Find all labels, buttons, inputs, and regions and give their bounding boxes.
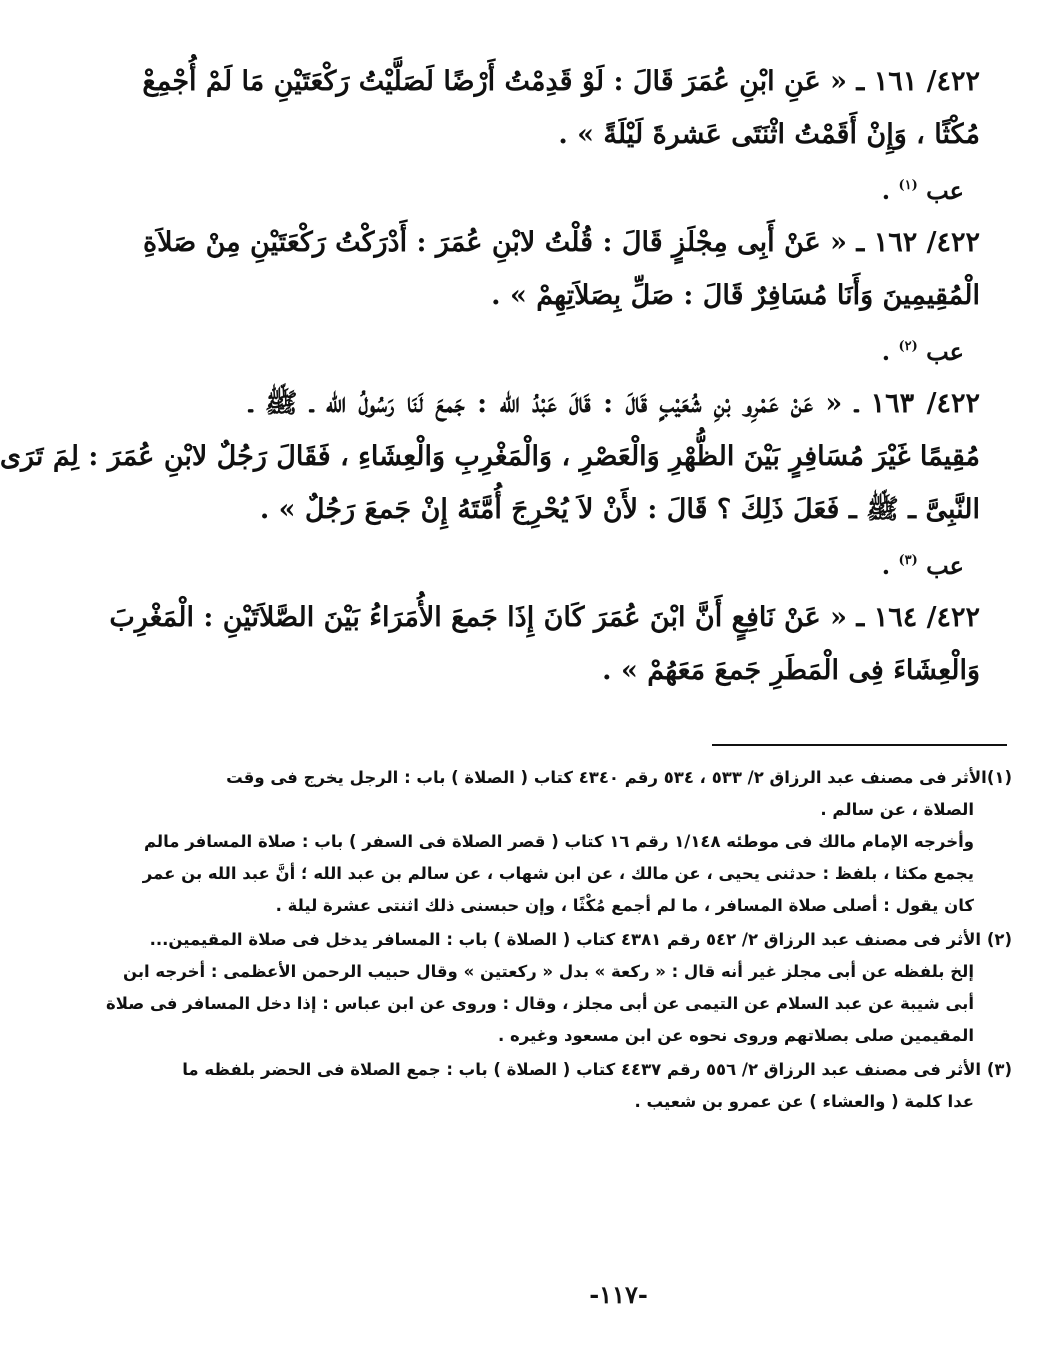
hadith-line: وَالْعِشَاءَ فِى الْمَطَرِ جَمعَ مَعَهُمْ » . <box>602 655 980 686</box>
hadith-line: ٤٢٢/ ١٦٣ ـ « عَنْ عَمْرِو بْنِ شُعَيْبٍ قَالَ : قَالَ عَبْدُ الله : جَمعَ لَنَا رَسُولُ الله ـ ﷺ ـ <box>249 388 980 419</box>
main-text <box>0 55 980 697</box>
footnote-line: (١)الأثر فى مصنف عبد الرزاق ٢/ ٥٣٣ ، ٥٣٤ رقم ٤٣٤٠ كتاب ( الصلاة ) باب : الرجل يخرج فى وقت <box>226 768 1012 787</box>
hadith-line: مُكْثًا ، وَإِنْ أَقَمْتُ اثْنَتَى عَشرةَ لَيْلَةً » . <box>558 119 980 150</box>
footnote-ref[interactable]: (٣) <box>898 553 918 568</box>
footnotes <box>105 762 1012 1118</box>
footnote-line: (٣) الأثر فى مصنف عبد الرزاق ٢/ ٥٥٦ رقم ٤٤٣٧ كتاب ( الصلاة ) باب : جمع الصلاة فى الحضر بلفظه ما <box>182 1060 1012 1079</box>
hadith-164 <box>109 591 980 697</box>
footnote-line: المقيمين صلى بصلاتهم وروى نحوه عن ابن مسعود وغيره . <box>497 1026 974 1045</box>
hadith-162 <box>142 216 980 377</box>
footnote-separator <box>712 744 1007 746</box>
source-abbrev: عب <box>926 337 964 366</box>
source-abbrev: عب <box>926 551 964 580</box>
footnote-line: عدا كلمة ( والعشاء ) عن عمرو بن شعيب . <box>634 1092 974 1111</box>
hadith-line: ٤٢٢/ ١٦٤ ـ « عَنْ نَافِعٍ أَنَّ ابْنَ عُمَرَ كَانَ إِذَا جَمعَ الأُمَرَاءُ بَيْنَ الصَّلاَتَيْنِ : الْمَغْرِبَ <box>109 602 980 633</box>
source-attribution: عب $^{(٢)}$ . <box>881 337 964 366</box>
footnote-ref[interactable]: (١) <box>898 178 918 193</box>
footnote-line: (٢) الأثر فى مصنف عبد الرزاق ٢/ ٥٤٢ رقم ٤٣٨١ كتاب ( الصلاة ) باب : المسافر يدخل فى صلاة المقيمين... <box>149 930 1012 949</box>
footnote-ref[interactable]: (٢) <box>898 339 918 354</box>
source-abbrev: عب <box>926 176 964 205</box>
hadith-161 <box>142 55 980 216</box>
hadith-line: ٤٢٢/ ١٦١ ـ « عَنِ ابْنِ عُمَرَ قَالَ : لَوْ قَدِمْتُ أَرْضًا لَصَلَّيْتُ رَكْعَتَيْنِ مَا لَمْ أُجْمِعْ <box>142 66 980 97</box>
footnote-line: كان يقول : أصلى صلاة المسافر ، ما لم أجمع مُكْثًا ، وإن حبسنى ذلك اثنتى عشرة ليلة . <box>275 896 974 915</box>
footnote-line: إلخ بلفظه عن أبى مجلز غير أنه قال : « ركعة » بدل « ركعتين » وقال حبيب الرحمن الأعظمى : أخرجه ابن <box>122 962 974 981</box>
source-attribution: عب $^{(٣)}$ . <box>881 551 964 580</box>
hadith-line: مُقِيمًا غَيْرَ مُسَافِرٍ بَيْنَ الظُّهْرِ وَالْعَصْرِ ، وَالْمَغْرِبِ وَالْعِشَاءِ ، فَقَالَ رَجُلٌ لابْنِ عُمَرَ : لِمَ تَرَى <box>0 441 980 472</box>
footnote-2 <box>105 924 1012 1052</box>
hadith-line: النَّبِىَّ ـ ﷺ ـ فَعَلَ ذَلِكَ ؟ قَالَ : لأَنْ لاَ يُحْرِجَ أُمَّتَهُ إِنْ جَمعَ رَجُلٌ » . <box>259 494 980 525</box>
hadith-line: الْمُقِيمِينَ وَأَنَا مُسَافِرٌ قَالَ : صَلِّ بِصَلاَتِهِمْ » . <box>491 280 980 311</box>
footnote-line: يجمع مكثا ، بلفظ : حدثنى يحيى ، عن مالك ، عن ابن شهاب ، عن سالم بن عبد الله ؛ أنَّ عبد الله بن عمر <box>142 864 974 883</box>
source-attribution: عب $^{(١)}$ . <box>881 176 964 205</box>
hadith-163 <box>0 377 980 591</box>
footnote-1 <box>142 762 1012 922</box>
hadith-line: ٤٢٢/ ١٦٢ ـ « عَنْ أَبِى مِجْلَزٍ قَالَ : قُلْتُ لابْنِ عُمَرَ : أَدْرَكْتُ رَكْعَتَيْنِ مِنْ صَلاَةِ <box>142 227 980 258</box>
footnote-line: الصلاة ، عن سالم . <box>820 800 974 819</box>
footnote-line: أبى شيبة عن عبد السلام عن التيمى عن أبى مجلز ، وقال : وروى عن ابن عباس : إذا دخل المسافر فى صلاة <box>105 994 974 1013</box>
footnote-line: وأخرجه الإمام مالك فى موطئه ١/١٤٨ رقم ١٦ كتاب ( قصر الصلاة فى السفر ) باب : صلاة المسافر مالم <box>143 832 974 851</box>
page-number: -١١٧- <box>589 1280 648 1309</box>
footnote-3 <box>182 1054 1012 1118</box>
